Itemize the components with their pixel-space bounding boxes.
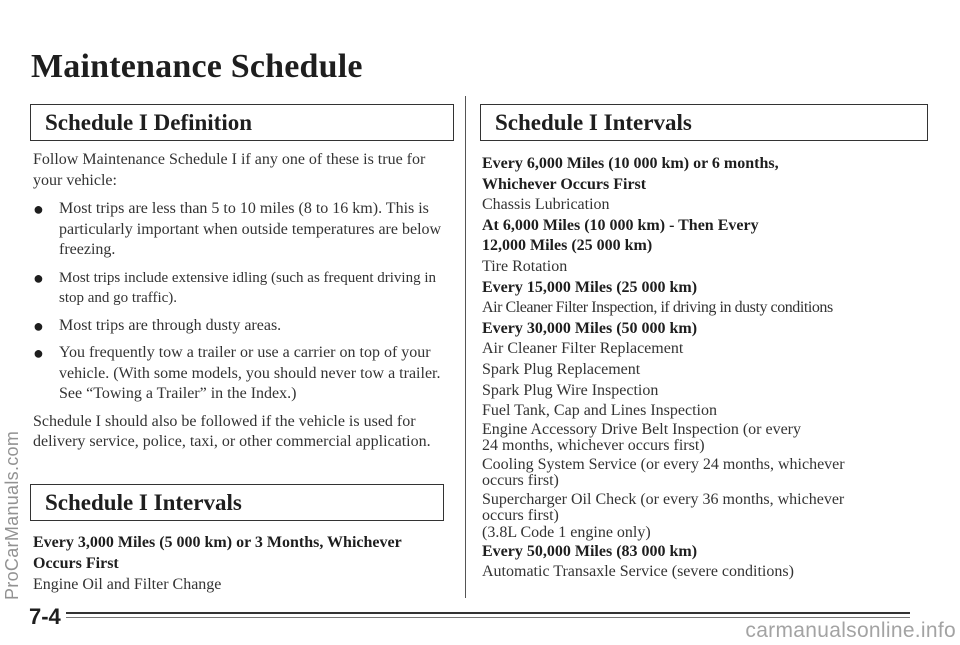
interval-item-line: (3.8L Code 1 engine only) [482,523,651,541]
footer-rule-thin [66,617,910,618]
bullet-text: You frequently tow a trailer or use a carrier on top of your vehicle. (With some models, you should never tow a trailer. See “Towing a Trailer” in the Index.) [59,344,441,402]
definition-heading-box [30,104,454,141]
side-watermark: ProCarManuals.com [2,430,22,600]
interval-item-line: 24 months, whichever occurs first) [482,436,705,454]
interval-heading: 12,000 Miles (25 000 km) [482,237,653,255]
definition-closing: Schedule I should also be followed if the vehicle is used for delivery service, police, taxi, or other commercial application. [33,412,431,450]
bottom-watermark: carmanualsonline.info [745,619,956,642]
interval-item: Chassis Lubrication [482,196,610,214]
interval-item-line: Engine Accessory Drive Belt Inspection (or every [482,420,802,438]
column-divider [465,96,466,598]
right-intervals-heading-box [480,104,928,141]
bullet-item [33,268,453,309]
interval-item-line: Supercharger Oil Check (or every 36 months, whichever [482,490,845,508]
definition-section [33,150,453,453]
interval-item [482,457,922,489]
bullet-text: Most trips include extensive idling (such as frequent driving in stop and go traffic). [59,269,437,306]
interval-heading: At 6,000 Miles (10 000 km) - Then Every [482,216,759,234]
interval-item [482,422,922,454]
bullet-icon: ● [33,315,44,336]
interval-item: Engine Oil and Filter Change [33,576,222,593]
bullet-icon: ● [33,343,44,363]
bullet-text: Most trips are less than 5 to 10 miles (8 to 16 km). This is particularly important when outside temperatures are below freezing. [59,200,442,258]
interval-heading: Every 50,000 Miles (83 000 km) [482,542,698,560]
definition-bullet-list [33,199,453,405]
interval-item-line: occurs first) [482,506,559,524]
interval-item: Air Cleaner Filter Replacement [482,340,684,358]
definition-heading: Schedule I Definition [45,110,253,135]
bullet-icon: ● [33,199,44,219]
interval-item: Tire Rotation [482,257,568,275]
interval-item: Spark Plug Wire Inspection [482,381,659,399]
left-intervals-heading-box [30,484,444,521]
definition-intro: Follow Maintenance Schedule I if any one of these is true for your vehicle: [33,151,426,189]
bullet-icon: ● [33,267,44,288]
interval-heading: Every 3,000 Miles (5 000 km) or 3 Months, Whichever Occurs First [33,534,402,572]
interval-heading: Every 15,000 Miles (25 000 km) [482,278,698,296]
interval-item-line: Cooling System Service (or every 24 months, whichever [482,455,845,473]
right-intervals-section [482,154,922,583]
bullet-item [33,343,453,405]
interval-item [482,492,922,542]
interval-item: Spark Plug Replacement [482,360,641,378]
interval-item-line: occurs first) [482,471,559,489]
interval-item: Air Cleaner Filter Inspection, if driving in dusty conditions [482,299,833,317]
interval-heading: Every 6,000 Miles (10 000 km) or 6 months, [482,155,779,172]
page-number: 7-4 [29,604,61,629]
left-intervals-section [33,532,453,595]
footer-rule [66,612,910,614]
right-intervals-heading: Schedule I Intervals [495,110,692,135]
left-intervals-heading: Schedule I Intervals [45,490,242,515]
bullet-item [33,316,453,337]
interval-item: Fuel Tank, Cap and Lines Inspection [482,402,717,420]
interval-heading: Every 30,000 Miles (50 000 km) [482,319,698,337]
interval-heading: Whichever Occurs First [482,175,647,193]
bullet-text: Most trips are through dusty areas. [59,316,282,334]
bullet-item [33,199,453,261]
interval-item: Automatic Transaxle Service (severe conditions) [482,563,794,581]
page-title: Maintenance Schedule [31,48,363,85]
